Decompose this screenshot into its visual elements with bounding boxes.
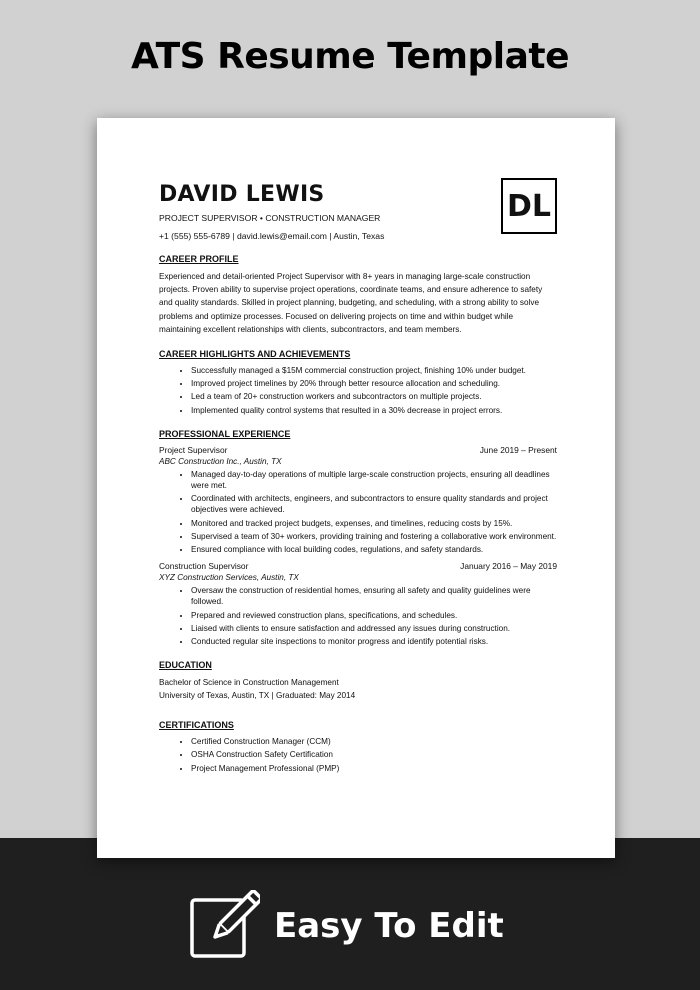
list-item: • Conducted regular site inspections to monitor progress and identify potential risks. [191, 636, 557, 647]
certifications-heading: CERTIFICATIONS [159, 720, 234, 731]
resume-sheet [97, 118, 615, 858]
monogram-logo: DL [501, 178, 557, 234]
job-company: ABC Construction Inc., Austin, TX [159, 456, 282, 466]
easy-edit-badge [188, 890, 504, 962]
education-school: University of Texas, Austin, TX | Graduated: May 2014 [159, 691, 356, 701]
profile-text: Experienced and detail-oriented Project Supervisor with 8+ years in managing large-scale construction projects. Proven ability to supervise project operations, coordinate teams, and ensure adherence to safety and quality standards. Skilled in project planning, budgeting, and scheduling, with a strong ability to solve problems and optimize processes. Focused on delivering projects on time and within budget while maintaining excellent relationships with clients, subcontractors, and team members. [159, 272, 543, 334]
experience-heading: PROFESSIONAL EXPERIENCE [159, 428, 291, 439]
highlights-list [159, 365, 557, 416]
resume-name: DAVID LEWIS [159, 182, 325, 207]
job-header [159, 445, 557, 455]
job-company: XYZ Construction Services, Austin, TX [159, 573, 299, 583]
list-item: • Ensured compliance with local building codes, regulations, and safety standards. [191, 544, 557, 555]
resume-contact: +1 (555) 555-6789 | david.lewis@email.com | Austin, Texas [159, 231, 385, 241]
education-heading: EDUCATION [159, 660, 212, 671]
list-item: • Coordinated with architects, engineers, and subcontractors to ensure quality standards and project objectives were achieved. [191, 493, 557, 515]
list-item: • Project Management Professional (PMP) [191, 763, 557, 774]
list-item: • Managed day-to-day operations of multiple large-scale construction projects, ensuring all deadlines were met. [191, 469, 557, 491]
job-dates: January 2016 – May 2019 [460, 561, 557, 572]
list-item: • Implemented quality control systems that resulted in a 30% decrease in project errors. [191, 405, 557, 416]
easy-edit-label: Easy To Edit [274, 906, 504, 946]
list-item: • Prepared and reviewed construction plans, specifications, and schedules. [191, 610, 557, 621]
certifications-list [159, 736, 557, 774]
list-item: • OSHA Construction Safety Certification [191, 749, 557, 760]
job-role: Construction Supervisor [159, 561, 249, 572]
education-degree: Bachelor of Science in Construction Management [159, 678, 339, 688]
job-bullets [159, 469, 557, 555]
list-item: • Liaised with clients to ensure satisfaction and addressed any issues during construction. [191, 623, 557, 634]
list-item: • Improved project timelines by 20% through better resource allocation and scheduling. [191, 378, 557, 389]
job-bullets [159, 585, 557, 647]
profile-heading: CAREER PROFILE [159, 254, 239, 264]
edit-pencil-icon [188, 890, 260, 962]
banner-title: ATS Resume Template [131, 36, 569, 77]
resume-subtitle: PROJECT SUPERVISOR • CONSTRUCTION MANAGER [159, 213, 381, 223]
list-item: • Led a team of 20+ construction workers and subcontractors on multiple projects. [191, 391, 557, 402]
job-role: Project Supervisor [159, 444, 228, 455]
job-dates: June 2019 – Present [479, 444, 557, 455]
list-item: • Monitored and tracked project budgets, expenses, and timelines, reducing costs by 15%. [191, 518, 557, 529]
list-item: • Successfully managed a $15M commercial construction project, finishing 10% under budget. [191, 365, 557, 376]
job-header [159, 561, 557, 571]
list-item: • Supervised a team of 30+ workers, providing training and fostering a collaborative work environment. [191, 531, 557, 542]
highlights-heading: CAREER HIGHLIGHTS AND ACHIEVEMENTS [159, 349, 351, 360]
list-item: • Certified Construction Manager (CCM) [191, 736, 557, 747]
list-item: • Oversaw the construction of residential homes, ensuring all safety and quality guidelines were followed. [191, 585, 557, 607]
